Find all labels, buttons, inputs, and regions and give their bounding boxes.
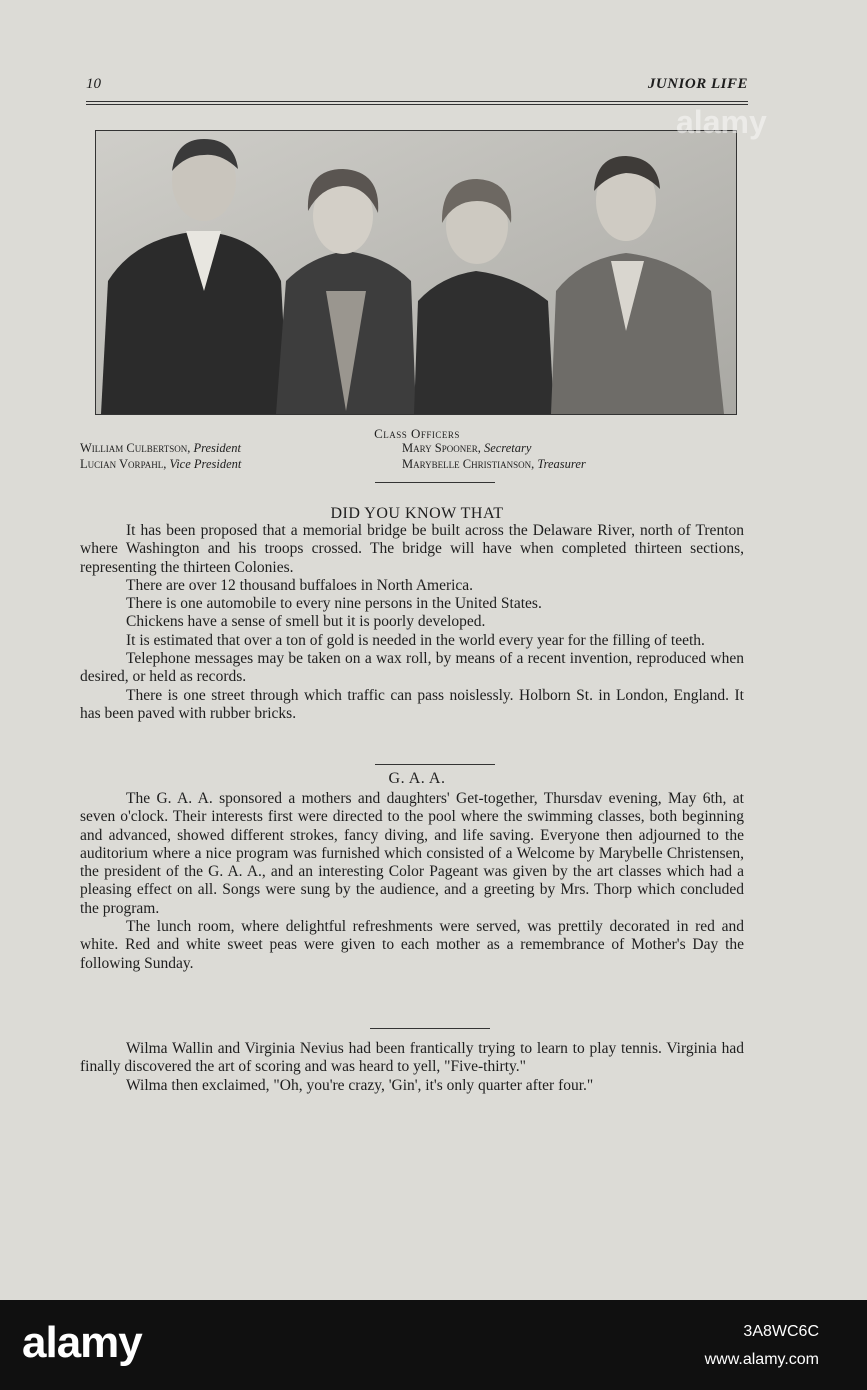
stock-url: www.alamy.com bbox=[704, 1351, 819, 1368]
did-you-know-heading: DID YOU KNOW THAT bbox=[330, 505, 504, 522]
section-divider bbox=[375, 482, 495, 483]
tennis-anecdote bbox=[80, 1040, 744, 1095]
page-number: 10 bbox=[86, 76, 101, 92]
gaa-heading: G. A. A. bbox=[388, 770, 446, 787]
page-header bbox=[86, 76, 748, 98]
header-rule-top bbox=[86, 101, 748, 102]
officer-name: William Culbertson, bbox=[80, 441, 191, 455]
officer-name: Marybelle Christianson, bbox=[402, 457, 535, 471]
class-officers-photo bbox=[95, 130, 737, 415]
did-you-know-body bbox=[80, 522, 744, 723]
section-divider bbox=[370, 1028, 490, 1029]
officer-name: Lucian Vorpahl, bbox=[80, 457, 167, 471]
caption-title: Class Officers bbox=[374, 426, 460, 441]
paragraph: Wilma Wallin and Virginia Nevius had been frantically trying to learn to play tennis. Virginia had finally discovered the art of scoring and was heard to yell, "Five-thirty." bbox=[80, 1040, 744, 1076]
officer-role: President bbox=[193, 441, 241, 455]
header-rule-bottom bbox=[86, 104, 748, 105]
paragraph: There is one street through which traffic can pass noislessly. Holborn St. in London, England. It has been paved with rubber bricks. bbox=[80, 686, 744, 722]
paragraph: It has been proposed that a memorial bridge be built across the Delaware River, north of Trenton where Washington and his troops crossed. The bridge will have when completed thirteen sections, representing the thirteen Colonies. bbox=[80, 522, 744, 576]
stock-watermark: alamy bbox=[676, 104, 767, 140]
running-head: JUNIOR LIFE bbox=[647, 76, 748, 92]
officer-president bbox=[80, 441, 241, 456]
officer-role: Treasurer bbox=[537, 457, 586, 471]
section-divider bbox=[375, 764, 495, 765]
gaa-body bbox=[80, 790, 744, 973]
stock-logo: alamy bbox=[22, 1318, 142, 1367]
officer-vice-president bbox=[80, 457, 241, 472]
officer-name: Mary Spooner, bbox=[402, 441, 481, 455]
photo-illustration bbox=[96, 131, 736, 414]
paragraph: Telephone messages may be taken on a wax roll, by means of a recent invention, reproduced when desired, or held as records. bbox=[80, 650, 744, 686]
stock-image-id: 3A8WC6C bbox=[743, 1323, 819, 1340]
officer-secretary bbox=[402, 441, 531, 456]
paragraph: Wilma then exclaimed, "Oh, you're crazy, 'Gin', it's only quarter after four." bbox=[126, 1076, 594, 1094]
paragraph: The lunch room, where delightful refreshments were served, was prettily decorated in red and white. Red and white sweet peas were given to each mother as a remembrance of Mother's Day the following Sunday. bbox=[80, 918, 744, 972]
paragraph: There is one automobile to every nine persons in the United States. bbox=[126, 595, 542, 613]
paragraph: The G. A. A. sponsored a mothers and daughters' Get-together, Thursdav evening, May 6th, at seven o'clock. Their interests first were directed to the pool where the swimming classes, both beginning and advanced, showed different strokes, fancy diving, and life saving. Everyone then adjourned to the auditorium where a nice program was furnished which consisted of a Welcome by Marybelle Christensen, the president of the G. A. A., and an interesting Color Pageant was given by the art classes which had a pleasing effect on all. Songs were sung by the audience, and a greeting by Mrs. Thorp which concluded the program. bbox=[80, 790, 744, 917]
paragraph: It is estimated that over a ton of gold is needed in the world every year for the filling of teeth. bbox=[126, 631, 705, 649]
paragraph: There are over 12 thousand buffaloes in North America. bbox=[126, 576, 474, 594]
officer-treasurer bbox=[402, 457, 586, 472]
officer-role: Secretary bbox=[483, 441, 532, 455]
paragraph: Chickens have a sense of smell but it is poorly developed. bbox=[126, 613, 486, 631]
officer-role: Vice President bbox=[169, 457, 242, 471]
